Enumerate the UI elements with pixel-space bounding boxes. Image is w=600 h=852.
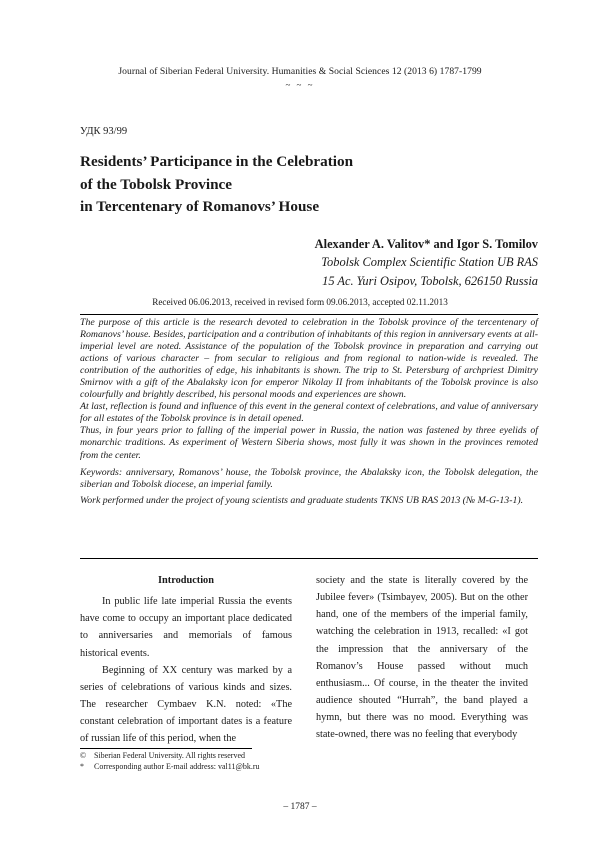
body-column-left	[80, 572, 292, 748]
body-column-right	[316, 572, 528, 744]
title-line: Residents’ Participance in the Celebration	[80, 153, 354, 170]
header-ornament: ~ ~ ~	[285, 80, 315, 90]
footnotes	[80, 751, 259, 772]
author-block	[315, 235, 538, 290]
keywords: Keywords: anniversary, Romanovs’ house, the Tobolsk province, the Abalaksky icon, the Tobolsk delegation, the siberian and Tobolsk diocese, an imperial family.	[80, 466, 538, 490]
affiliation-line: 15 Ac. Yuri Osipov, Tobolsk, 626150 Russia	[322, 273, 538, 288]
corresponding-footnote	[80, 762, 259, 773]
abstract-paragraph: Thus, in four years prior to falling of the imperial power in Russia, the nation was fastened by three eyelids of monarchic traditions. As experiment of Western Siberia shows, most fully it was shown in the provinces remoted from the center.	[80, 425, 538, 461]
article-title	[80, 151, 353, 219]
body-paragraph: society and the state is literally covered by the Jubilee fever» (Tsimbayev, 2005). But on the other hand, one of the members of the imperial family, watching the celebration in 1913, recalled: «I got the impression that the anniversary of the Romanov’s House passed without much enthusiasm... Of course, in the theater the invited audience shouted “Hurrah”, the band played a hymn, but there was no mood. Everything was state-owned, there was no feeling that everybody	[316, 575, 528, 741]
author-names: Alexander A. Valitov* and Igor S. Tomilov	[314, 237, 538, 251]
funding-note: Work performed under the project of young scientists and graduate students TKNS UB RAS 2013 (№ M-G-13-1).	[80, 494, 524, 506]
title-line: of the Tobolsk Province	[80, 175, 233, 193]
affiliation-line: Tobolsk Complex Scientific Station UB RAS	[321, 255, 538, 270]
corresponding-author-email: Corresponding author E-mail address: val11@bk.ru	[94, 761, 260, 771]
footnote-rule	[80, 748, 252, 749]
abstract-paragraph: At last, reflection is found and influence of this event in the general context of celebrations, and value of anniversary for all estates of the Tobolsk province is in detail opened.	[80, 401, 538, 425]
title-line: in Tercentenary of Romanovs’ House	[80, 198, 320, 215]
copyright-text: Siberian Federal University. All rights reserved	[94, 751, 245, 760]
udc-code: УДК 93/99	[80, 126, 128, 137]
body-paragraph: Beginning of XX century was marked by a series of celebrations of various kinds and sizes. The researcher Cymbaev K.N. noted: «The constant celebration of important dates is a feature of russian life of this period, when the	[80, 664, 292, 745]
copyright-mark: ©	[80, 751, 87, 760]
section-heading: Introduction	[158, 575, 214, 586]
copyright-footnote	[80, 751, 259, 762]
abstract-bottom-rule	[80, 558, 538, 559]
received-dates: Received 06.06.2013, received in revised form 09.06.2013, accepted 02.11.2013	[152, 297, 448, 307]
abstract-top-rule	[80, 314, 538, 315]
journal-header: Journal of Siberian Federal University. Humanities & Social Sciences 12 (2013 6) 1787-1799	[118, 66, 482, 77]
abstract-paragraph: The purpose of this article is the research devoted to celebration in the Tobolsk province of the tercentenary of Romanovs’ house. Besides, participation and a contribution of inhabitants of this region in anniversary events at all-imperial level are noted. Assistance of the population of the Tobolsk province in preparation and carrying out actions of various character – from secular to religious and from regional to nation-wide is revealed. The contribution of the authorities of edge, his inhabitants is shown. The trip to St. Petersburg of archpriest Dimitry Smirnov with a gift of the Abalaksky icon for emperor Nikolay II from inhabitants of the Tobolsk province is also colourfully and brightly described, his personal moods and experiences are shown.	[80, 317, 538, 401]
page-number: – 1787 –	[283, 802, 317, 812]
abstract	[80, 317, 538, 507]
asterisk-mark: *	[80, 761, 84, 771]
body-paragraph: In public life late imperial Russia the events have come to occupy an important place dedicated to anniversaries and memorials of famous historical events.	[80, 596, 292, 659]
